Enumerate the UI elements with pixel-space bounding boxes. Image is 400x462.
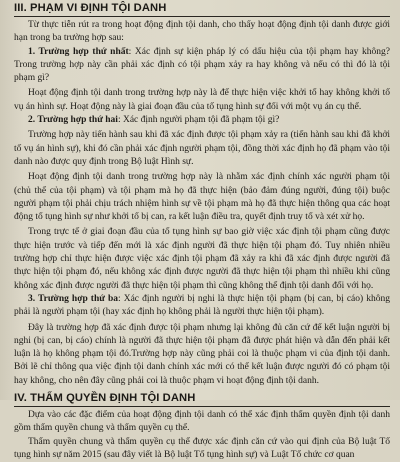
paragraph-case-2 [14,114,390,127]
paragraph-case-1 [14,46,390,86]
paragraph-case-2-practice: Trong trực tế ở giai đoạn đầu của tố tụng hình sự bao giờ việc xác định tội phạm cũng được thực hiện trước và tiếp đến mới là xác định người đã thực hiện tội phạm đó. Tuy nhiên nhiều trường hợp chỉ thực hiện được việc xác định tội phạm đã xảy ra khi đã xác định được người đã thực hiện tội phạm đó, nếu không xác định được người đã thực hiện tội phạm thì nhiều khi cũng không xác định được người đã thực hiện tội phạm thì cũng không thể định tội danh đối với họ. [14,227,390,291]
section-heading-scope [14,1,390,17]
case-3-label: 3. Trường hợp thứ ba [28,293,119,304]
paragraph-intro: Từ thực tiễn rút ra trong hoạt động định tội danh, cho thấy hoạt động định tội danh được giới hạn trong ba trường hợp sau: [14,20,390,44]
case-1-text: : Xác định sự kiện pháp lý có dấu hiệu của tội phạm hay không? Trong trường hợp này cần phải xác định có tội phạm xảy ra hay không và nếu có thì đó là tội phạm gì? [14,46,390,84]
heading-underline [14,406,390,407]
section-heading-scope-text: III. PHẠM VI ĐỊNH TỘI DANH [14,2,167,14]
paragraph-case-1-detail: Hoạt động định tội danh trong trường hợp này là để thực hiện việc khởi tố hay không khởi tố vụ án hình sự. Hoạt động này là giai đoạn đầu của tố tụng hình sự đối với một vụ án cụ thể. [14,88,390,112]
paragraph-jurisdiction-intro: Dựa vào các đặc điểm của hoạt động định tội danh có thể xác định thẩm quyền định tội danh gồm thẩm quyền chung và thẩm quyền cụ thể. [14,410,390,434]
heading-underline [14,16,390,17]
case-3-text: : Xác định người bị nghi là thực hiện tội phạm (bị can, bị cáo) không phải là người phạm tội (hay xác định họ không phải là người thực hiện tội phạm). [14,293,390,318]
paragraph-case-3 [14,293,390,320]
case-1-label: 1. Trường hợp thứ nhất [28,46,129,57]
case-2-text: : Xác định người phạm tội đã phạm tội gì? [117,115,280,126]
section-heading-jurisdiction-text: IV. THẨM QUYỀN ĐỊNH TỘI DANH [14,392,196,405]
section-heading-jurisdiction [14,391,390,407]
paragraph-case-2-detail: Trường hợp này tiến hành sau khi đã xác định được tội phạm xảy ra (tiến hành sau khi đã khởi tố vụ án hình sự), khi đó cần phải xác định người phạm tội, đồng thời xác định họ đã phạm vào tội danh nào được quy định trong Bộ luật Hình sự. [14,130,390,167]
paragraph-case-2-purpose: Hoạt động định tội danh trong trường hợp này là nhằm xác định chính xác người phạm tội (chủ thể của tội phạm) và tội phạm mà họ đã thực hiện (bảo đảm đúng người, đúng tội) buộc người phạm tội phải chịu trách nhiệm hình sự về tội phạm mà họ đã thực hiện thông qua các hoạt động tố tụng hình sự như khởi tố bị can, ra kết luận điều tra, quyết định truy tố và xét xử họ. [14,172,390,223]
paragraph-case-3-detail: Đây là trường hợp đã xác định được tội phạm nhưng lại không đủ căn cứ để kết luận người bị nghi (bị can, bị cáo) chính là người đã thực hiện tội phạm đã được phát hiện và dẫn đến phải kết luận là họ không phạm tội đó.Trường hợp này cũng phải coi là thuộc phạm vi của định tội danh. Bởi lẽ chỉ thông qua việc định tội danh chính xác mới có thể kết luận được người đó có phạm tội hay không, cho nên đây cũng phải coi là thuộc phạm vi hoạt động định tội danh. [14,322,390,386]
paragraph-jurisdiction-detail: Thẩm quyền chung và thẩm quyền cụ thể được xác định căn cứ vào qui định của Bộ luật Tố tụng hình sự năm 2015 (sau đây viết là Bộ luật Tố tụng hình sự) và Luật Tổ chức cơ quan [14,436,390,460]
case-2-label: 2. Trường hợp thứ hai [28,115,118,126]
